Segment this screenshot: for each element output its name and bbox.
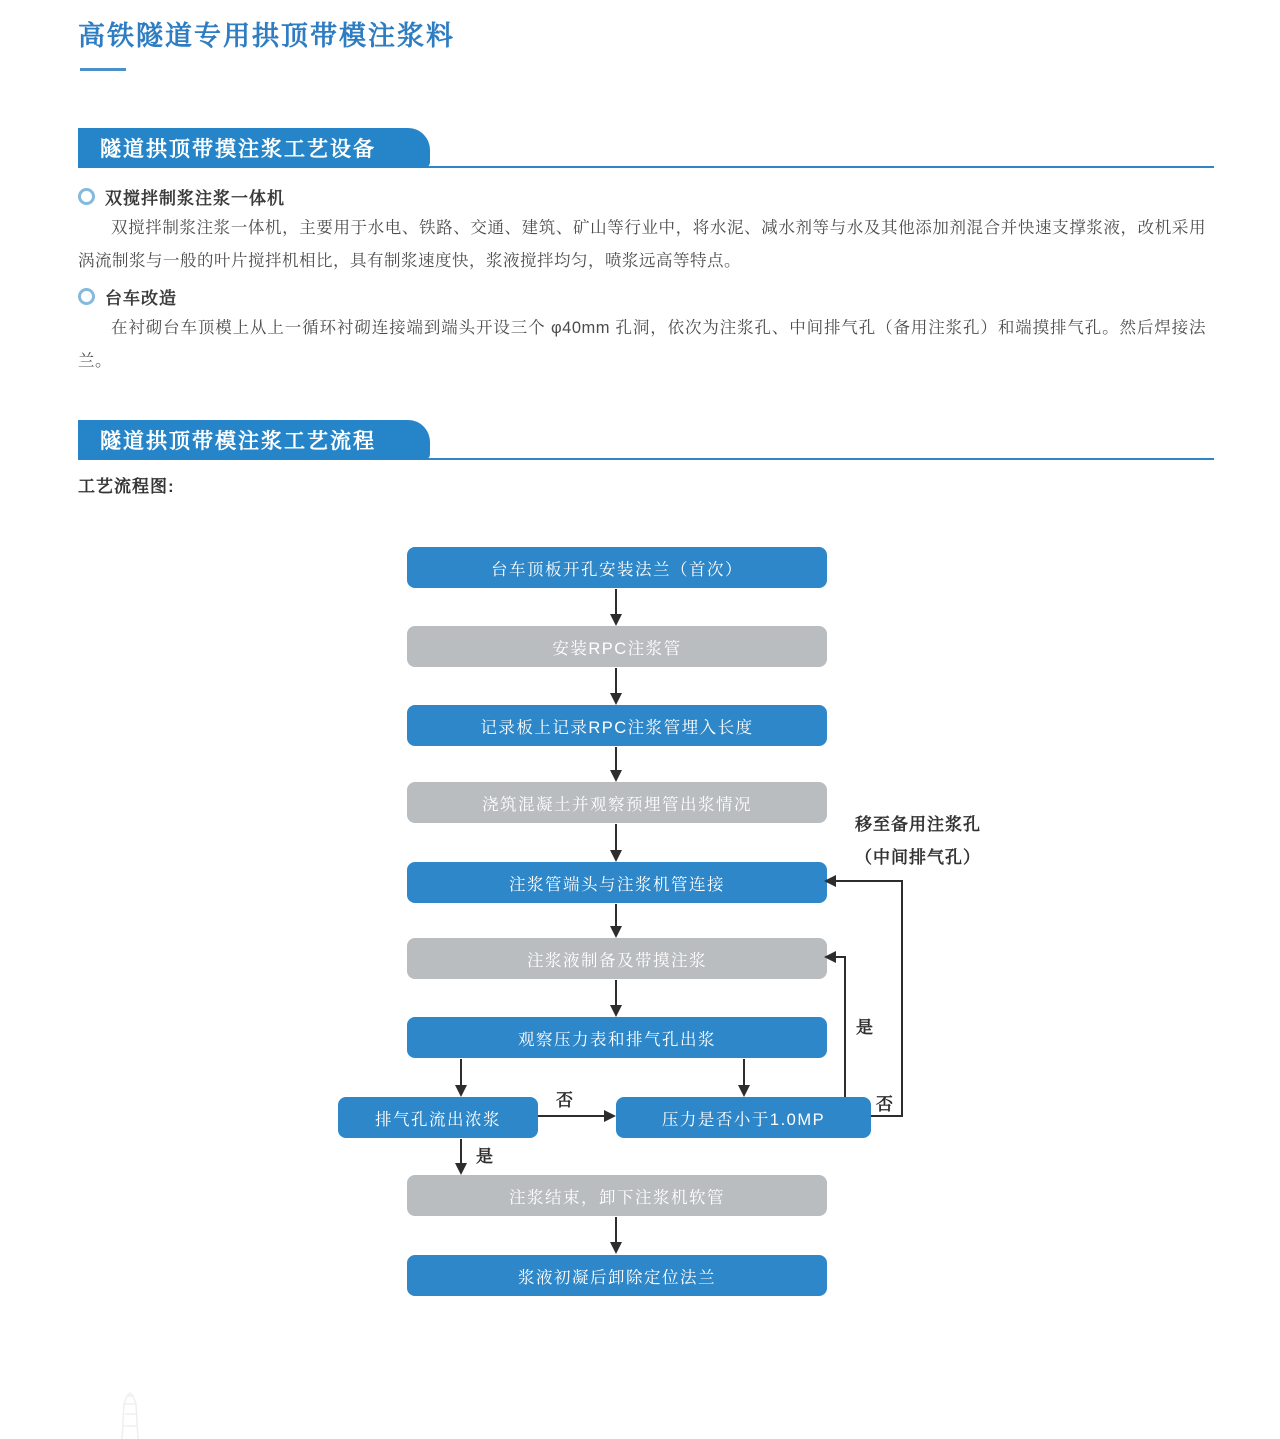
flow-step-4: 浇筑混凝土并观察预埋管出浆情况 xyxy=(407,782,827,823)
arrow-down-icon xyxy=(455,1085,467,1097)
arrow-down-icon xyxy=(610,770,622,782)
arrow-down-icon xyxy=(610,1242,622,1254)
equipment-item-1-body: 双搅拌制浆注浆一体机，主要用于水电、铁路、交通、建筑、矿山等行业中，将水泥、减水剂等与水及其他添加剂混合并快速支撑浆液，改机采用涡流制浆与一般的叶片搅拌机相比，具有制浆速度快，浆液搅拌均匀，喷浆远高等特点。 xyxy=(78,219,1206,270)
section-process-header-badge: 隧道拱顶带模注浆工艺流程 xyxy=(78,420,430,460)
equipment-item-2-body: 在衬砌台车顶模上从上一循环衬砌连接端到端头开设三个 φ40mm 孔洞，依次为注浆孔、中间排气孔（备用注浆孔）和端摸排气孔。然后焊接法兰。 xyxy=(78,319,1206,370)
arrow-down-icon xyxy=(610,693,622,705)
title-underline-dash xyxy=(80,68,126,71)
arrow-down-icon xyxy=(610,850,622,862)
flow-step-9: 压力是否小于1.0MP xyxy=(616,1097,871,1138)
section-equipment-header-rule xyxy=(78,126,1214,168)
arrow-down-icon xyxy=(455,1163,467,1175)
equipment-item-2-heading-row xyxy=(78,284,177,309)
page-title: 高铁隧道专用拱顶带模注浆料 xyxy=(78,21,455,51)
flow-connector-line xyxy=(615,980,617,1006)
flow-connector-line xyxy=(460,1059,462,1086)
feedback-annotation-line1: 移至备用注浆孔 xyxy=(855,815,981,834)
equipment-item-1-heading-row xyxy=(78,184,285,209)
section-process-header-rule xyxy=(78,418,1214,460)
arrow-left-icon xyxy=(824,875,836,887)
ring-bullet-icon xyxy=(78,188,95,205)
flow-step-6: 注浆液制备及带摸注浆 xyxy=(407,938,827,979)
arrow-left-icon xyxy=(824,951,836,963)
flow-connector-line xyxy=(460,1139,462,1164)
flow-step-2: 安装RPC注浆管 xyxy=(407,626,827,667)
arrow-right-icon xyxy=(604,1110,616,1122)
flow-connector-line xyxy=(615,824,617,851)
feedback-line-no xyxy=(836,880,902,882)
arrow-down-icon xyxy=(610,614,622,626)
flow-step-11: 浆液初凝后卸除定位法兰 xyxy=(407,1255,827,1296)
feedback-label-yes: 是 xyxy=(856,1018,873,1037)
flow-step-1: 台车顶板开孔安装法兰（首次） xyxy=(407,547,827,588)
equipment-item-1-heading: 双搅拌制浆注浆一体机 xyxy=(105,189,285,208)
flow-connector-line xyxy=(743,1059,745,1086)
feedback-line-no xyxy=(871,1115,903,1117)
arrow-down-icon xyxy=(610,1005,622,1017)
flow-connector-line xyxy=(538,1115,606,1117)
diagram-label: 工艺流程图: xyxy=(78,477,175,496)
feedback-line-yes xyxy=(836,956,846,958)
feedback-line-no xyxy=(901,880,903,1117)
decision-label-yes: 是 xyxy=(476,1147,493,1166)
arrow-down-icon xyxy=(738,1085,750,1097)
flow-step-7: 观察压力表和排气孔出浆 xyxy=(407,1017,827,1058)
flow-step-5: 注浆管端头与注浆机管连接 xyxy=(407,862,827,903)
decision-label-no: 否 xyxy=(556,1091,573,1110)
flow-step-8: 排气孔流出浓浆 xyxy=(338,1097,538,1138)
building-watermark-sketch xyxy=(100,1390,170,1439)
feedback-line-yes xyxy=(844,957,846,1097)
flow-connector-line xyxy=(615,1217,617,1243)
flow-connector-line xyxy=(615,668,617,694)
flow-step-10: 注浆结束，卸下注浆机软管 xyxy=(407,1175,827,1216)
flow-connector-line xyxy=(615,747,617,771)
feedback-label-no: 否 xyxy=(876,1095,893,1114)
feedback-annotation-line2: （中间排气孔） xyxy=(855,848,981,867)
flow-step-3: 记录板上记录RPC注浆管埋入长度 xyxy=(407,705,827,746)
ring-bullet-icon xyxy=(78,288,95,305)
flow-connector-line xyxy=(615,589,617,615)
flow-connector-line xyxy=(615,904,617,927)
equipment-item-2-heading: 台车改造 xyxy=(105,289,177,308)
section-equipment-header-badge: 隧道拱顶带摸注浆工艺设备 xyxy=(78,128,430,168)
arrow-down-icon xyxy=(610,926,622,938)
